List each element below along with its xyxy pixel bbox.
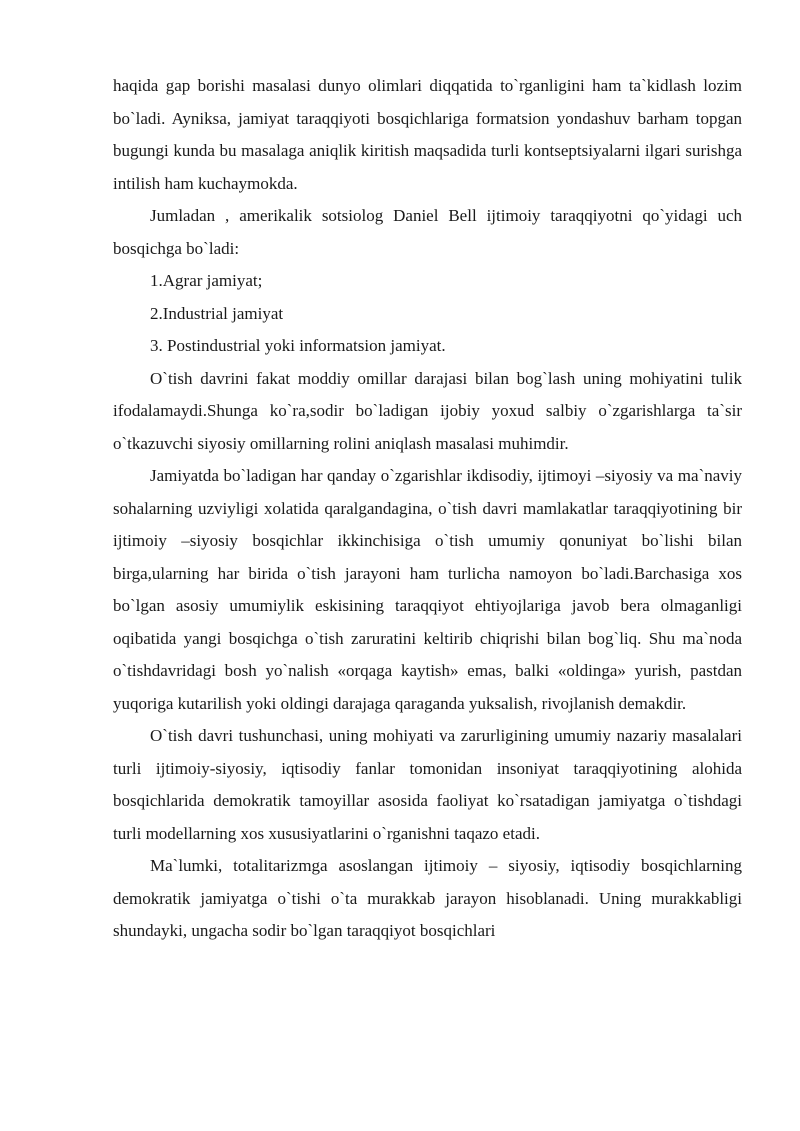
paragraph-totalitarianism: Ma`lumki, totalitarizmga asoslangan ijtimoiy – siyosiy, iqtisodiy bosqichlarning demokratik jamiyatga o`tishi o`ta murakkab jarayon hisoblanadi. Uning murakkabligi shundayki, ungacha sodir bo`lgan taraqqiyot bosqichlari bbox=[113, 856, 742, 940]
paragraph-bell-stages: Jumladan , amerikalik sotsiolog Daniel Bell ijtimoiy taraqqiyotni qo`yidagi uch bosqichga bo`ladi: bbox=[113, 206, 742, 258]
paragraph-transition-concept: O`tish davri tushunchasi, uning mohiyati va zarurligining umumiy nazariy masalalari turli ijtimoiy-siyosiy, iqtisodiy fanlar tomonidan insoniyat taraqqiyotining alohida bosqichlarida demokratik tamoyillar asosida faoliyat ko`rsatadigan jamiyatga o`tishdagi turli modellarning xos xususiyatlarini o`rganishni taqazo etadi. bbox=[113, 726, 742, 843]
list-item-postindustrial: 3. Postindustrial yoki informatsion jamiyat. bbox=[150, 336, 446, 355]
list-item-agrar: 1.Agrar jamiyat; bbox=[150, 271, 263, 290]
list-item-industrial: 2.Industrial jamiyat bbox=[150, 303, 284, 323]
paragraph-transition-factors: O`tish davrini fakat moddiy omillar darajasi bilan bog`lash uning mohiyatini tulik ifodalamaydi.Shunga ko`ra,sodir bo`ladigan ijobiy yoxud salbiy o`zgarishlarga ta`sir o`tkazuvchi siyosiy omillarning rolini aniqlash masalasi muhimdir. bbox=[113, 368, 742, 453]
document-page bbox=[113, 70, 742, 948]
paragraph-continuation: haqida gap borishi masalasi dunyo olimlari diqqatida to`rganligini ham ta`kidlash lozim bo`ladi. Ayniksa, jamiyat taraqqiyoti bosqichlariga formatsion yondashuv barham topgan bugungi kunda bu masalaga aniqlik kiritish maqsadida turli kontseptsiyalarni ilgari surishga intilish ham kuchaymokda. bbox=[113, 76, 742, 193]
paragraph-society-changes: Jamiyatda bo`ladigan har qanday o`zgarishlar ikdisodiy, ijtimoyi –siyosiy va ma`naviy sohalarning uzviyligi xolatida qaralgandagina, o`tish davri mamlakatlar taraqqiyotining bir ijtimoiy –siyosiy bosqichlar ikkinchisiga o`tish umumiy qonuniyat bo`lishi bilan birga,ularning har birida o`tish jarayoni ham turlicha namoyon bo`ladi.Barchasiga xos bo`lgan asosiy umumiylik eskisining taraqqiyot ehtiyojlariga javob bera olmaganligi oqibatida yangi bosqichga o`tish zaruratini keltirib chiqrishi bilan bog`liq. Shu ma`noda o`tishdavridagi bosh yo`nalish «orqaga kaytish» emas, balki «oldinga» yurish, pastdan yuqoriga kutarilish yoki oldingi darajaga qaraganda yuksalish, rivojlanish demakdir. bbox=[113, 466, 742, 713]
